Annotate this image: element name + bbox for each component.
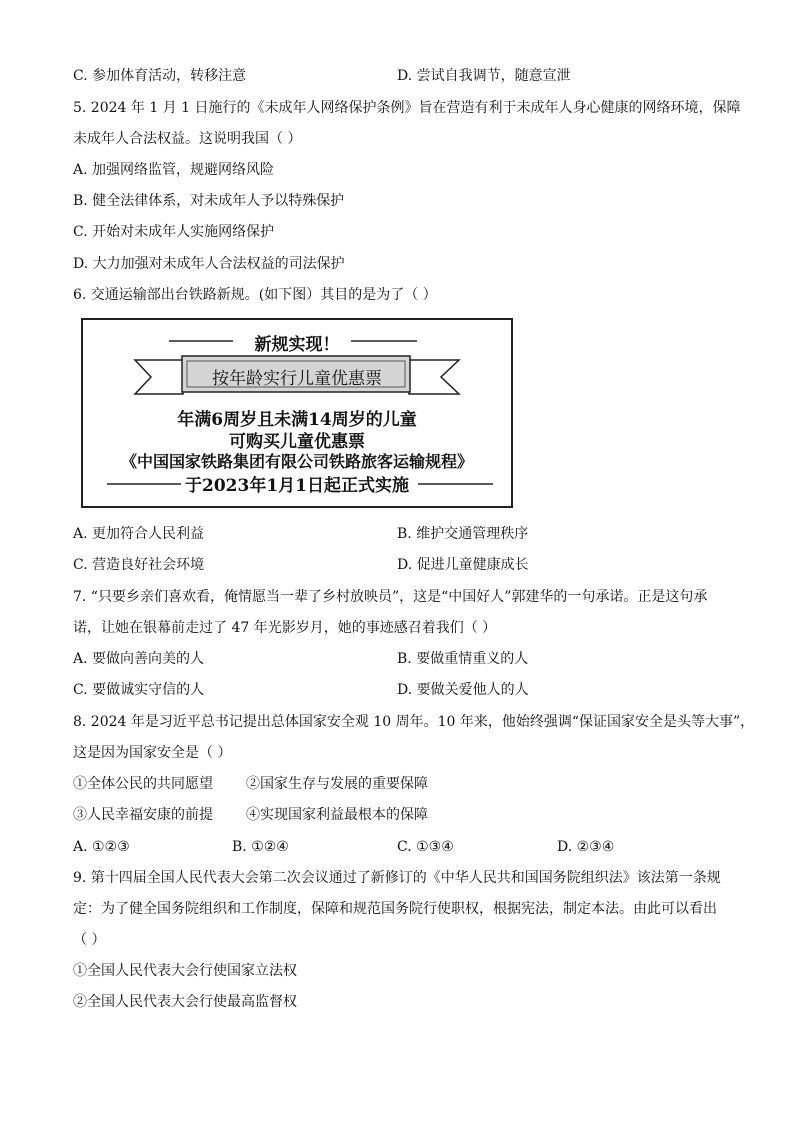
q5-stem-line1: 5. 2024 年 1 月 1 日施行的《未成年人网络保护条例》旨在营造有利于未成年人身心健康的网络环境，保障: [73, 100, 741, 116]
q8-statement-3: ③人民幸福安康的前提: [73, 807, 213, 823]
q8-option-b: B. ①②④: [232, 839, 289, 855]
notice-title: 新规实现！: [254, 335, 340, 355]
q9-stem-line1: 9. 第十四届全国人民代表大会第二次会议通过了新修订的《中华人民共和国国务院组织法》该法第一条规: [73, 870, 721, 886]
q8-option-a: A. ①②③: [73, 839, 130, 855]
notice-banner: 按年龄实行儿童优惠票: [212, 369, 382, 389]
q7-option-d: D. 要做关爱他人的人: [397, 682, 529, 698]
q7-option-c: C. 要做诚实守信的人: [73, 682, 205, 698]
notice-line1: 年满6周岁且未满14周岁的儿童: [177, 410, 417, 430]
q4-option-c: C. 参加体育活动，转移注意: [73, 68, 247, 84]
q5-option-d: D. 大力加强对未成年人合法权益的司法保护: [73, 256, 345, 272]
q9-stem-line2: 定：为了健全国务院组织和工作制度，保障和规范国务院行使职权，根据宪法，制定本法。由此可以看出: [73, 901, 717, 917]
q6-stem: 6. 交通运输部出台铁路新规。(如下图）其目的是为了（ ）: [73, 287, 437, 303]
q7-stem-line1: 7. “只要乡亲们喜欢看，俺情愿当一辈了乡村放映员”，这是“中国好人”郭建华的一句承诺。正是这句承: [73, 589, 708, 605]
notice-line4: 于2023年1月1日起正式实施: [185, 476, 409, 496]
notice-line3: 《中国国家铁路集团有限公司铁路旅客运输规程》: [120, 452, 473, 471]
q6-option-d: D. 促进儿童健康成长: [397, 557, 529, 573]
q6-option-a: A. 更加符合人民利益: [73, 526, 205, 542]
q5-option-c: C. 开始对未成年人实施网络保护: [73, 224, 275, 240]
q8-statement-1: ①全体公民的共同愿望: [73, 776, 213, 792]
q8-statement-2: ②国家生存与发展的重要保障: [246, 776, 428, 792]
q9-stem-line3: （ ）: [73, 932, 106, 948]
q8-option-d: D. ②③④: [557, 839, 615, 855]
q8-option-c: C. ①③④: [397, 839, 454, 855]
q9-statement-1: ①全国人民代表大会行使国家立法权: [73, 963, 297, 979]
railway-notice-figure: [81, 318, 513, 508]
q4-option-d: D. 尝试自我调节，随意宣泄: [397, 68, 571, 84]
q7-option-b: B. 要做重情重义的人: [397, 651, 529, 667]
q9-statement-2: ②全国人民代表大会行使最高监督权: [73, 994, 297, 1010]
q5-option-a: A. 加强网络监管，规避网络风险: [73, 162, 275, 178]
notice-line2: 可购买儿童优惠票: [229, 432, 365, 452]
q8-statement-4: ④实现国家利益最根本的保障: [246, 807, 428, 823]
q6-option-b: B. 维护交通管理秩序: [397, 526, 529, 542]
q7-stem-line2: 诺，让她在银幕前走过了 47 年光影岁月，她的事迹感召着我们（ ）: [73, 620, 497, 636]
q6-option-c: C. 营造良好社会环境: [73, 557, 205, 573]
q7-option-a: A. 要做向善向美的人: [73, 651, 205, 667]
q8-stem-line1: 8. 2024 年是习近平总书记提出总体国家安全观 10 周年。10 年来，他始终强调“保证国家安全是头等大事”，: [73, 714, 755, 730]
q5-option-b: B. 健全法律体系，对未成年人予以特殊保护: [73, 193, 345, 209]
q8-stem-line2: 这是因为国家安全是（ ）: [73, 745, 232, 761]
q5-stem-line2: 未成年人合法权益。这说明我国（ ）: [73, 131, 302, 147]
